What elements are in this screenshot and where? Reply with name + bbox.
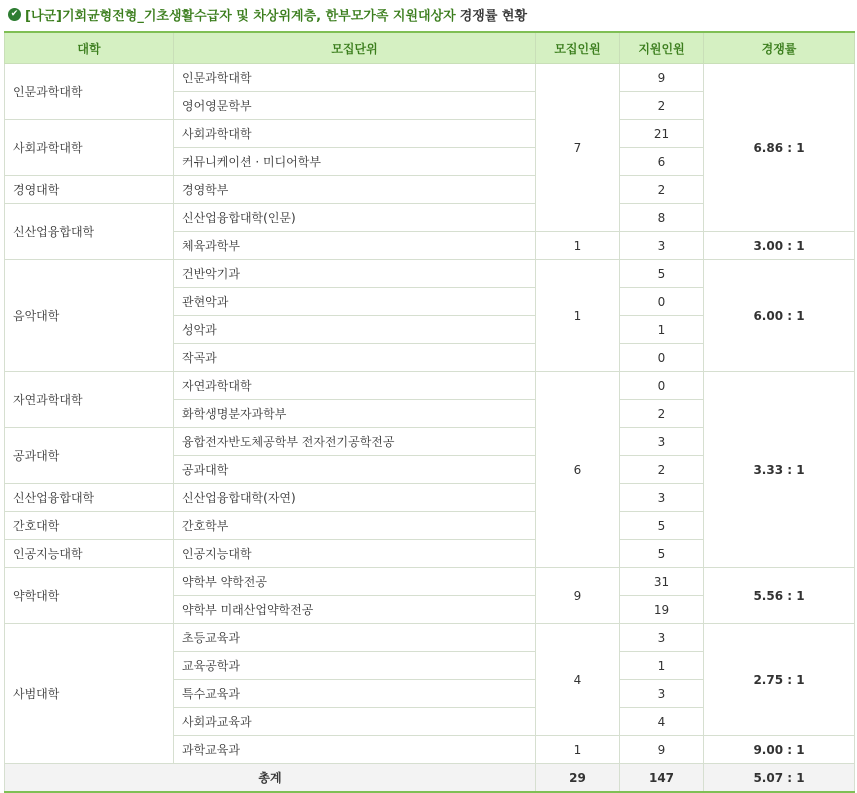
quota-cell: 9 [536,568,620,624]
applicants-cell: 0 [620,372,704,400]
applicants-cell: 3 [620,428,704,456]
quota-cell: 7 [536,64,620,232]
college-cell: 신산업융합대학 [5,204,174,260]
unit-cell: 성악과 [174,316,536,344]
unit-cell: 커뮤니케이션 · 미디어학부 [174,148,536,176]
college-cell: 음악대학 [5,260,174,372]
applicants-cell: 31 [620,568,704,596]
unit-cell: 건반악기과 [174,260,536,288]
title-main: [나군]기회균형전형_기초생활수급자 및 차상위계층, 한부모가족 지원대상자 [25,8,456,24]
total-label: 총계 [5,764,536,793]
college-cell: 신산업융합대학 [5,484,174,512]
college-cell: 간호대학 [5,512,174,540]
applicants-cell: 9 [620,64,704,92]
total-quota: 29 [536,764,620,793]
applicants-cell: 0 [620,288,704,316]
title-suffix: 경쟁률 현황 [459,8,528,24]
college-cell: 약학대학 [5,568,174,624]
unit-cell: 인문과학대학 [174,64,536,92]
rate-cell: 5.56 : 1 [704,568,855,624]
applicants-cell: 5 [620,540,704,568]
quota-cell: 1 [536,260,620,372]
rate-cell: 3.00 : 1 [704,232,855,260]
unit-cell: 공과대학 [174,456,536,484]
table-row [5,64,855,92]
unit-cell: 자연과학대학 [174,372,536,400]
unit-cell: 신산업융합대학(인문) [174,204,536,232]
rate-cell: 2.75 : 1 [704,624,855,736]
college-cell: 사회과학대학 [5,120,174,176]
applicants-cell: 8 [620,204,704,232]
unit-cell: 융합전자반도체공학부 전자전기공학전공 [174,428,536,456]
table-row [5,372,855,400]
applicants-cell: 3 [620,680,704,708]
unit-cell: 영어영문학부 [174,92,536,120]
quota-cell: 6 [536,372,620,568]
applicants-cell: 2 [620,400,704,428]
unit-cell: 사회과교육과 [174,708,536,736]
applicants-cell: 5 [620,260,704,288]
unit-cell: 작곡과 [174,344,536,372]
applicants-cell: 1 [620,652,704,680]
rate-cell: 6.86 : 1 [704,64,855,232]
rate-cell: 6.00 : 1 [704,260,855,372]
unit-cell: 초등교육과 [174,624,536,652]
applicants-cell: 9 [620,736,704,764]
total-rate: 5.07 : 1 [704,764,855,793]
unit-cell: 특수교육과 [174,680,536,708]
applicants-cell: 2 [620,92,704,120]
unit-cell: 간호학부 [174,512,536,540]
unit-cell: 과학교육과 [174,736,536,764]
unit-cell: 교육공학과 [174,652,536,680]
rate-cell: 9.00 : 1 [704,736,855,764]
header-unit: 모집단위 [174,32,536,64]
applicants-cell: 19 [620,596,704,624]
quota-cell: 4 [536,624,620,736]
college-cell: 자연과학대학 [5,372,174,428]
header-college: 대학 [5,32,174,64]
total-applicants: 147 [620,764,704,793]
applicants-cell: 1 [620,316,704,344]
table-row [5,624,855,652]
applicants-cell: 0 [620,344,704,372]
check-circle-icon: ✔ [8,8,21,21]
table-header-row [5,32,855,64]
unit-cell: 약학부 미래산업약학전공 [174,596,536,624]
unit-cell: 약학부 약학전공 [174,568,536,596]
total-row [5,764,855,793]
header-applicants: 지원인원 [620,32,704,64]
college-cell: 인공지능대학 [5,540,174,568]
unit-cell: 체육과학부 [174,232,536,260]
unit-cell: 신산업융합대학(자연) [174,484,536,512]
applicants-cell: 3 [620,624,704,652]
rate-cell: 3.33 : 1 [704,372,855,568]
applicants-cell: 6 [620,148,704,176]
unit-cell: 화학생명분자과학부 [174,400,536,428]
applicants-cell: 4 [620,708,704,736]
competition-table [4,31,855,793]
college-cell: 경영대학 [5,176,174,204]
table-row [5,260,855,288]
college-cell: 공과대학 [5,428,174,484]
college-cell: 인문과학대학 [5,64,174,120]
applicants-cell: 2 [620,456,704,484]
page-title [8,4,527,24]
applicants-cell: 3 [620,232,704,260]
table-row [5,568,855,596]
unit-cell: 인공지능대학 [174,540,536,568]
quota-cell: 1 [536,232,620,260]
applicants-cell: 5 [620,512,704,540]
unit-cell: 관현악과 [174,288,536,316]
unit-cell: 사회과학대학 [174,120,536,148]
unit-cell: 경영학부 [174,176,536,204]
header-quota: 모집인원 [536,32,620,64]
applicants-cell: 2 [620,176,704,204]
college-cell: 사범대학 [5,624,174,764]
header-rate: 경쟁률 [704,32,855,64]
applicants-cell: 3 [620,484,704,512]
applicants-cell: 21 [620,120,704,148]
quota-cell: 1 [536,736,620,764]
